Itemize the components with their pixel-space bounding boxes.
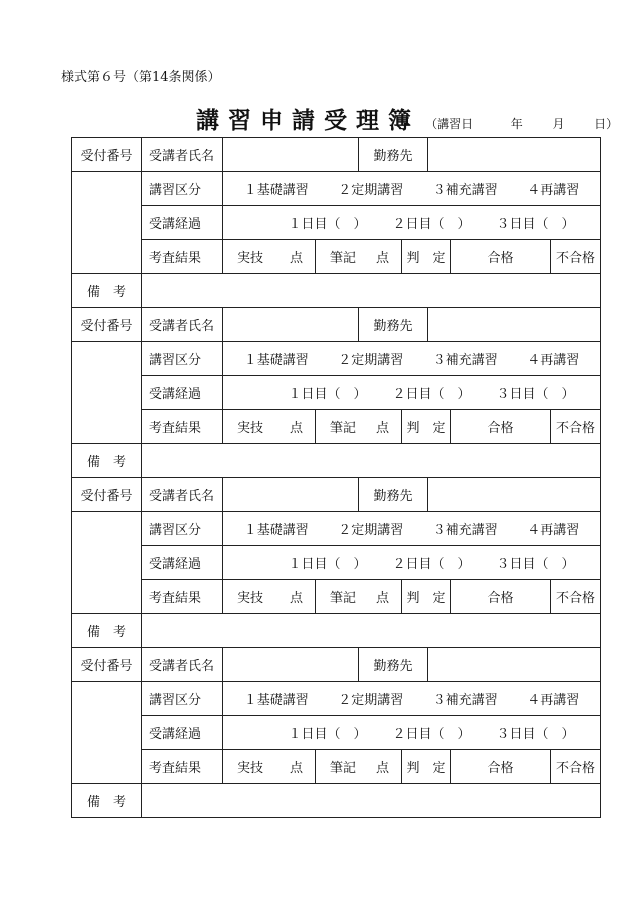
progress-day-2[interactable]: ２日目（ ）	[392, 727, 471, 742]
receipt-number-label: 受付番号	[72, 308, 142, 342]
exam-result-label: 考査結果	[142, 580, 223, 614]
course-type-row	[72, 682, 601, 716]
applicant-name-label: 受講者氏名	[142, 478, 223, 512]
form-number: 様式第６号（第14条関係）	[61, 70, 221, 85]
exam-result-row	[72, 240, 601, 274]
workplace-field[interactable]	[428, 138, 601, 172]
course-progress-row	[72, 716, 601, 750]
date-prefix: （講習日	[425, 117, 474, 131]
judgement-label: 判 定	[402, 410, 451, 444]
practical-point-unit: 点	[289, 591, 303, 606]
written-point-unit: 点	[375, 761, 389, 776]
written-score-field[interactable]	[316, 750, 402, 784]
remarks-row	[72, 274, 601, 308]
remarks-field[interactable]	[142, 784, 601, 818]
progress-day-3[interactable]: ３日目（ ）	[496, 217, 575, 232]
written-label: 筆記	[330, 591, 357, 606]
judgement-fail[interactable]: 不合格	[551, 240, 601, 274]
remarks-field[interactable]	[142, 444, 601, 478]
workplace-label: 勤務先	[359, 648, 428, 682]
course-type-basic[interactable]: １基礎講習	[243, 523, 309, 538]
applicant-name-field[interactable]	[223, 308, 359, 342]
progress-day-1[interactable]: １日目（ ）	[288, 387, 367, 402]
course-progress-days[interactable]	[223, 716, 601, 750]
remarks-field[interactable]	[142, 614, 601, 648]
judgement-pass[interactable]: 合格	[451, 580, 551, 614]
written-score-field[interactable]	[316, 580, 402, 614]
applicant-row	[72, 308, 601, 342]
receipt-number-label: 受付番号	[72, 478, 142, 512]
course-type-row	[72, 342, 601, 376]
progress-day-3[interactable]: ３日目（ ）	[496, 387, 575, 402]
judgement-pass[interactable]: 合格	[451, 750, 551, 784]
course-type-row	[72, 512, 601, 546]
judgement-fail[interactable]: 不合格	[551, 580, 601, 614]
course-type-re-lecture[interactable]: ４再講習	[527, 523, 580, 538]
course-type-periodic[interactable]: ２定期講習	[338, 693, 404, 708]
course-type-basic[interactable]: １基礎講習	[243, 693, 309, 708]
course-type-re-lecture[interactable]: ４再講習	[527, 353, 580, 368]
course-progress-row	[72, 206, 601, 240]
practical-point-unit: 点	[289, 761, 303, 776]
exam-result-row	[72, 410, 601, 444]
course-progress-row	[72, 546, 601, 580]
course-type-options[interactable]	[223, 512, 601, 546]
applicant-row	[72, 648, 601, 682]
written-score-field[interactable]	[316, 240, 402, 274]
practical-point-unit: 点	[289, 251, 303, 266]
judgement-label: 判 定	[402, 750, 451, 784]
date-month: 月	[552, 117, 565, 131]
course-type-supplementary[interactable]: ３補充講習	[432, 523, 498, 538]
course-type-options[interactable]	[223, 342, 601, 376]
title-row	[196, 102, 618, 135]
course-type-options[interactable]	[223, 682, 601, 716]
practical-point-unit: 点	[289, 421, 303, 436]
progress-day-1[interactable]: １日目（ ）	[288, 217, 367, 232]
course-progress-days[interactable]	[223, 546, 601, 580]
course-type-label: 講習区分	[142, 172, 223, 206]
course-progress-days[interactable]	[223, 206, 601, 240]
remarks-label: 備 考	[72, 444, 142, 478]
applicant-name-field[interactable]	[223, 138, 359, 172]
course-type-supplementary[interactable]: ３補充講習	[432, 693, 498, 708]
course-progress-row	[72, 376, 601, 410]
course-type-label: 講習区分	[142, 342, 223, 376]
remarks-label: 備 考	[72, 784, 142, 818]
written-label: 筆記	[330, 421, 357, 436]
written-point-unit: 点	[375, 251, 389, 266]
practical-label: 実技	[237, 251, 264, 266]
course-type-basic[interactable]: １基礎講習	[243, 183, 309, 198]
workplace-field[interactable]	[428, 648, 601, 682]
judgement-pass[interactable]: 合格	[451, 240, 551, 274]
exam-result-label: 考査結果	[142, 750, 223, 784]
receipt-number-field[interactable]	[72, 342, 142, 444]
remarks-label: 備 考	[72, 614, 142, 648]
course-progress-label: 受講経過	[142, 716, 223, 750]
written-point-unit: 点	[375, 591, 389, 606]
remarks-field[interactable]	[142, 274, 601, 308]
workplace-label: 勤務先	[359, 308, 428, 342]
progress-day-3[interactable]: ３日目（ ）	[496, 727, 575, 742]
course-type-periodic[interactable]: ２定期講習	[338, 183, 404, 198]
course-type-basic[interactable]: １基礎講習	[243, 353, 309, 368]
judgement-label: 判 定	[402, 580, 451, 614]
remarks-label: 備 考	[72, 274, 142, 308]
remarks-row	[72, 784, 601, 818]
exam-result-label: 考査結果	[142, 410, 223, 444]
course-type-periodic[interactable]: ２定期講習	[338, 523, 404, 538]
exam-result-label: 考査結果	[142, 240, 223, 274]
applicant-row	[72, 478, 601, 512]
course-type-periodic[interactable]: ２定期講習	[338, 353, 404, 368]
judgement-fail[interactable]: 不合格	[551, 750, 601, 784]
course-type-supplementary[interactable]: ３補充講習	[432, 183, 498, 198]
practical-label: 実技	[237, 761, 264, 776]
judgement-pass[interactable]: 合格	[451, 410, 551, 444]
receipt-number-field[interactable]	[72, 512, 142, 614]
remarks-row	[72, 444, 601, 478]
course-type-row	[72, 172, 601, 206]
course-type-label: 講習区分	[142, 512, 223, 546]
practical-score-field[interactable]	[223, 750, 316, 784]
progress-day-2[interactable]: ２日目（ ）	[392, 557, 471, 572]
receipt-number-field[interactable]	[72, 172, 142, 274]
progress-day-2[interactable]: ２日目（ ）	[392, 217, 471, 232]
judgement-fail[interactable]: 不合格	[551, 410, 601, 444]
progress-day-3[interactable]: ３日目（ ）	[496, 557, 575, 572]
exam-result-row	[72, 580, 601, 614]
workplace-label: 勤務先	[359, 138, 428, 172]
receipt-number-field[interactable]	[72, 682, 142, 784]
progress-day-1[interactable]: １日目（ ）	[288, 727, 367, 742]
course-type-re-lecture[interactable]: ４再講習	[527, 693, 580, 708]
page-title: 講習申請受理簿	[196, 107, 420, 134]
receipt-number-label: 受付番号	[72, 648, 142, 682]
progress-day-2[interactable]: ２日目（ ）	[392, 387, 471, 402]
date-year: 年	[510, 117, 523, 131]
practical-label: 実技	[237, 421, 264, 436]
receipt-number-label: 受付番号	[72, 138, 142, 172]
practical-score-field[interactable]	[223, 240, 316, 274]
course-progress-label: 受講経過	[142, 546, 223, 580]
course-type-supplementary[interactable]: ３補充講習	[432, 353, 498, 368]
applicant-name-field[interactable]	[223, 648, 359, 682]
workplace-label: 勤務先	[359, 478, 428, 512]
written-label: 筆記	[330, 251, 357, 266]
written-point-unit: 点	[375, 421, 389, 436]
practical-score-field[interactable]	[223, 410, 316, 444]
lecture-date-note	[425, 117, 618, 131]
remarks-row	[72, 614, 601, 648]
exam-result-row	[72, 750, 601, 784]
written-score-field[interactable]	[316, 410, 402, 444]
course-type-label: 講習区分	[142, 682, 223, 716]
practical-score-field[interactable]	[223, 580, 316, 614]
applicant-name-label: 受講者氏名	[142, 308, 223, 342]
applicant-name-label: 受講者氏名	[142, 648, 223, 682]
course-progress-label: 受講経過	[142, 206, 223, 240]
course-type-re-lecture[interactable]: ４再講習	[527, 183, 580, 198]
application-register-table	[71, 137, 601, 818]
applicant-name-field[interactable]	[223, 478, 359, 512]
applicant-name-label: 受講者氏名	[142, 138, 223, 172]
date-day: 日）	[594, 117, 619, 131]
workplace-field[interactable]	[428, 308, 601, 342]
progress-day-1[interactable]: １日目（ ）	[288, 557, 367, 572]
course-type-options[interactable]	[223, 172, 601, 206]
written-label: 筆記	[330, 761, 357, 776]
course-progress-days[interactable]	[223, 376, 601, 410]
applicant-row	[72, 138, 601, 172]
workplace-field[interactable]	[428, 478, 601, 512]
practical-label: 実技	[237, 591, 264, 606]
judgement-label: 判 定	[402, 240, 451, 274]
course-progress-label: 受講経過	[142, 376, 223, 410]
